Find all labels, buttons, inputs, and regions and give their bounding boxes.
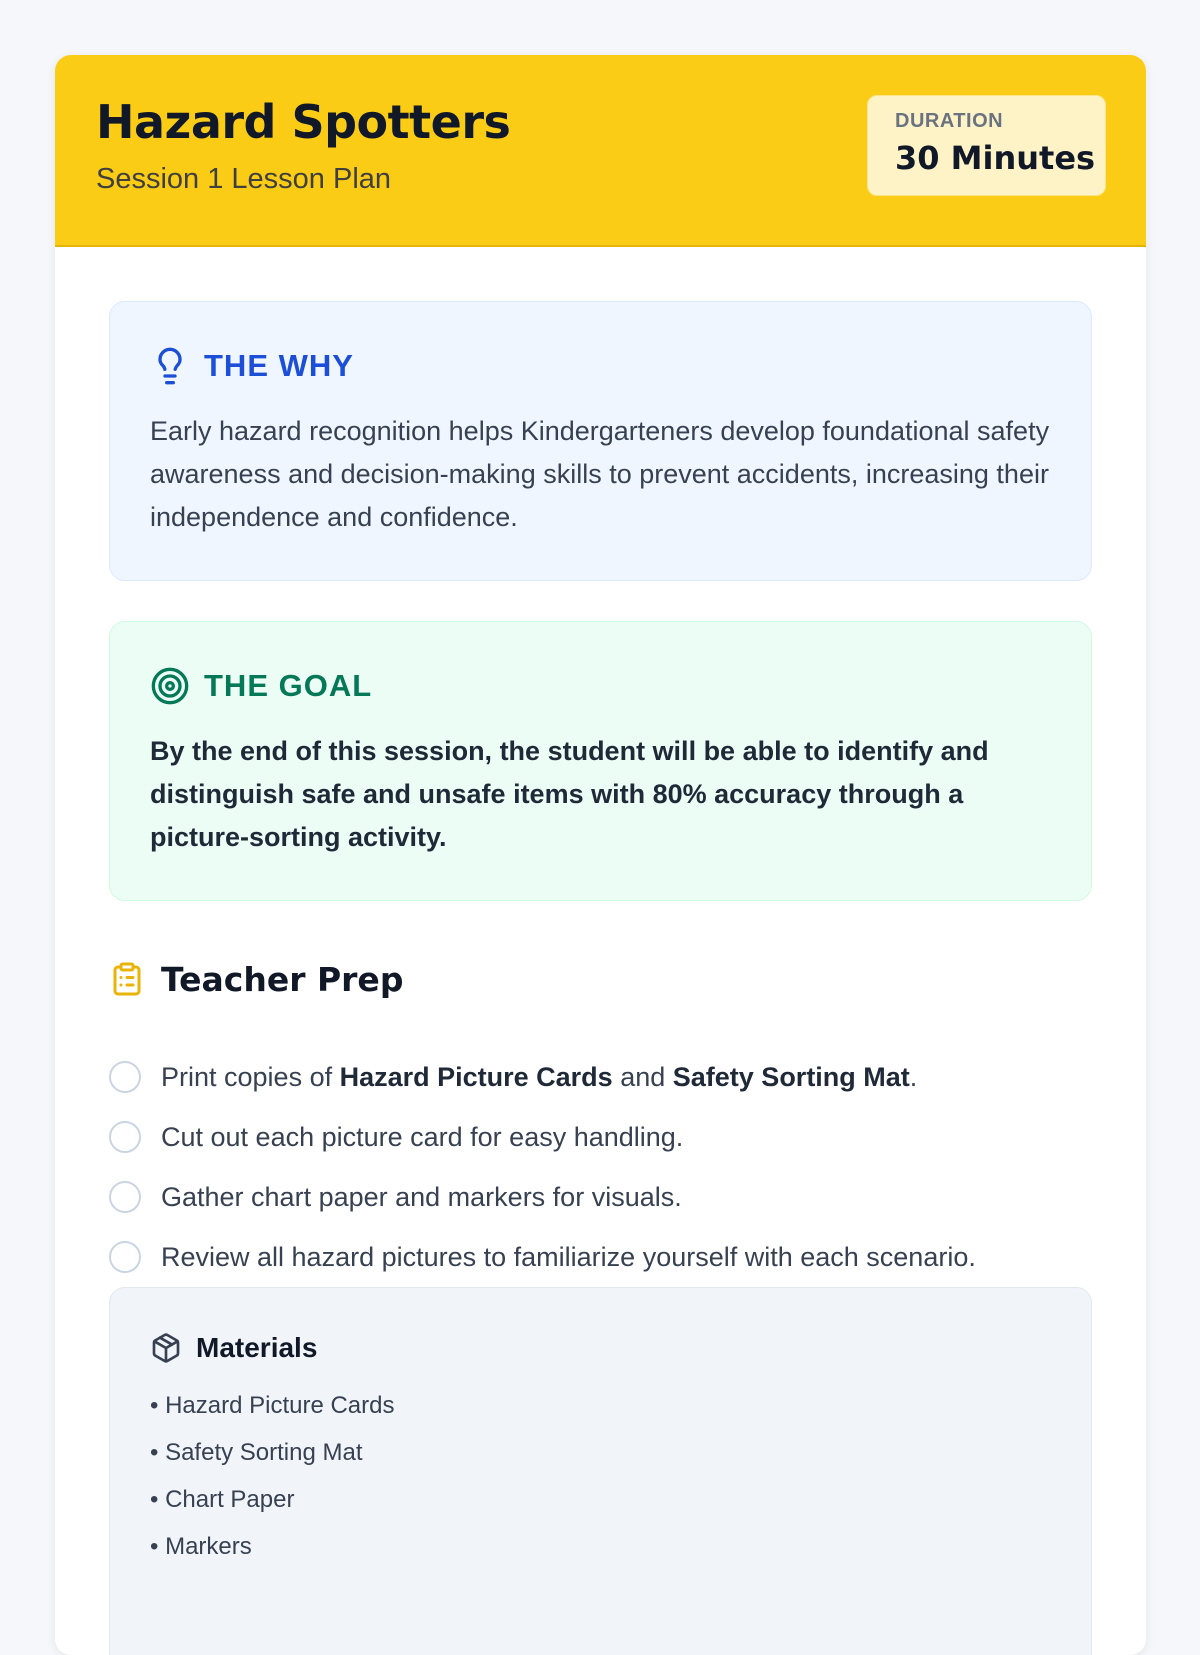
why-title: THE WHY (204, 348, 354, 383)
clipboard-icon (109, 959, 145, 999)
lesson-header (55, 55, 1146, 247)
goal-title: THE GOAL (204, 668, 373, 703)
list-item: • Safety Sorting Mat (150, 1439, 363, 1466)
materials-heading (150, 1332, 317, 1364)
prep-item-text: Print copies of Hazard Picture Cards and Safety Sorting Mat. (161, 1061, 918, 1092)
prep-item-text: Review all hazard pictures to familiarize yourself with each scenario. (161, 1241, 976, 1272)
prep-item-print (109, 1047, 976, 1107)
checkbox[interactable] (109, 1061, 141, 1093)
materials-list (150, 1392, 395, 1580)
goal-section (109, 621, 1092, 901)
page-subtitle: Session 1 Lesson Plan (96, 163, 392, 195)
teacher-prep-title: Teacher Prep (161, 959, 404, 999)
list-item: • Markers (150, 1533, 252, 1560)
checkbox[interactable] (109, 1241, 141, 1273)
lightbulb-icon (150, 346, 190, 386)
materials-title: Materials (196, 1332, 318, 1363)
prep-item-text: Cut out each picture card for easy handling. (161, 1121, 684, 1152)
goal-heading (150, 666, 372, 706)
page-title: Hazard Spotters (96, 95, 511, 149)
duration-value: 30 Minutes (895, 139, 1096, 177)
prep-checklist (109, 1047, 976, 1287)
lesson-plan-card (55, 55, 1146, 1655)
target-icon (150, 666, 190, 706)
checkbox[interactable] (109, 1181, 141, 1213)
why-text: Early hazard recognition helps Kindergarteners develop foundational safety awareness and decision-making skills to prevent accidents, increasing their independence and confidence. (150, 416, 1050, 532)
why-section (109, 301, 1092, 581)
list-item: • Hazard Picture Cards (150, 1392, 395, 1419)
duration-badge (867, 95, 1106, 196)
box-icon (150, 1332, 182, 1364)
goal-text: By the end of this session, the student will be able to identify and distinguish safe and unsafe items with 80% accuracy through a picture-sorting activity. (150, 736, 989, 852)
prep-item-gather (109, 1167, 976, 1227)
prep-item-review (109, 1227, 976, 1287)
teacher-prep-heading (109, 959, 403, 999)
prep-item-text: Gather chart paper and markers for visuals. (161, 1181, 682, 1212)
duration-label: DURATION (895, 110, 1004, 132)
prep-item-cut (109, 1107, 976, 1167)
why-heading (150, 346, 354, 386)
checkbox[interactable] (109, 1121, 141, 1153)
list-item: • Chart Paper (150, 1486, 295, 1513)
